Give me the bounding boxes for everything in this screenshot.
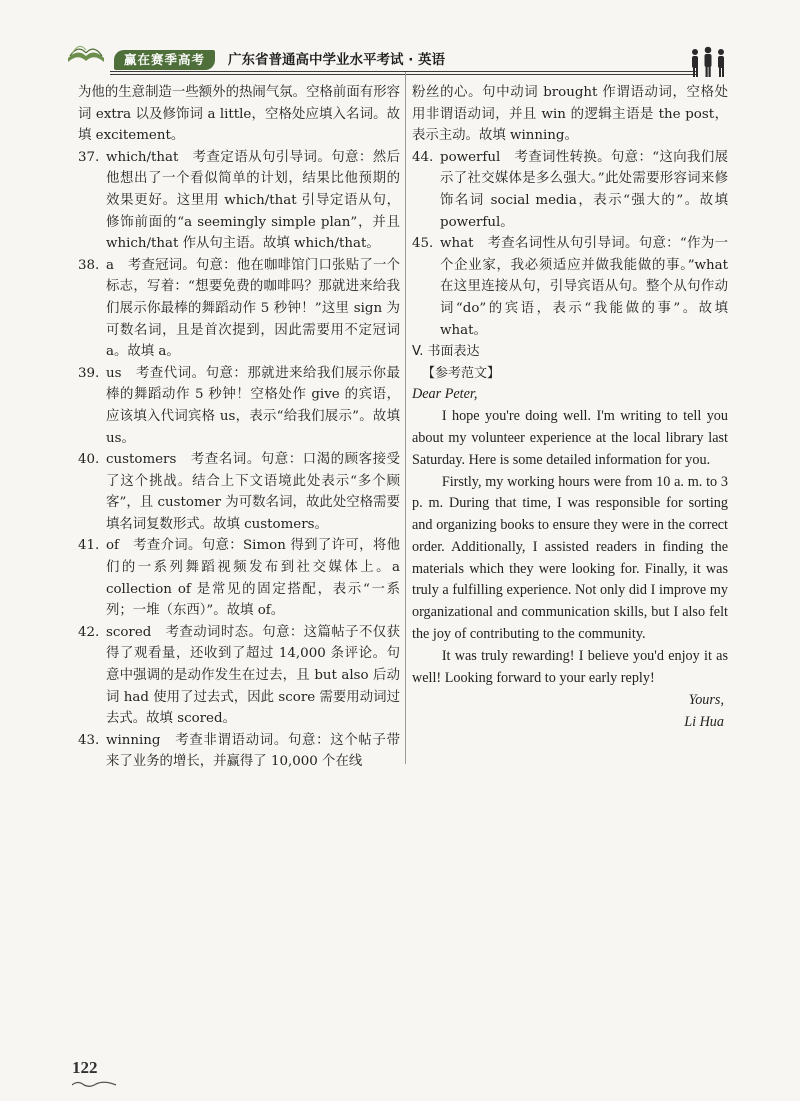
item-number: 45. — [412, 236, 434, 252]
answer-item — [78, 147, 400, 255]
answer-continuation: 为他的生意制造一些额外的热闹气氛。空格前面有形容词 extra 以及修饰词 a little，空格处应填入名词。故填 excitement。 — [78, 85, 400, 144]
item-number: 38. — [78, 257, 100, 273]
answer-item — [78, 535, 400, 621]
item-text: what 考查名词性从句引导词。句意：“作为一个企业家，我必须适应并做我能做的事。”what 在这里连接从句，引导宾语从句。整个从句作动词“do”的宾语，表示“我能做的事”。故填 what。 — [440, 236, 728, 338]
header-rule — [110, 71, 698, 72]
answer-item — [78, 449, 400, 535]
item-text: a 考查冠词。句意：他在咖啡馆门口张贴了一个标志，写着：“想要免费的咖啡吗？那就进来给我们展示你最棒的舞蹈动作 5 秒钟！”这里 sign 为可数名词，且是首次提到，因此需要用不定冠词 a。故填 a。 — [106, 257, 400, 360]
reference-label: 【参考范文】 — [422, 365, 501, 381]
answer-continuation: 粉丝的心。句中动词 brought 作谓语动词，空格处用非谓语动词，并且 win 的逻辑主语是 the post，表示主动。故填 winning。 — [412, 85, 728, 144]
letter-greeting: Dear Peter, — [412, 386, 478, 403]
item-number: 37. — [78, 149, 100, 165]
answer-item — [78, 363, 400, 449]
answer-item — [412, 147, 728, 233]
people-icon — [686, 46, 730, 78]
answer-item — [78, 255, 400, 363]
page-header — [58, 22, 738, 68]
item-number: 39. — [78, 365, 100, 381]
header-rule — [110, 74, 698, 75]
item-text: powerful 考查词性转换。句意：“这向我们展示了社交媒体是多么强大。”此处需要形容词来修饰名词 social media，表示“强大的”。故填 powerful。 — [440, 149, 728, 230]
item-number: 44. — [412, 149, 434, 165]
item-text: winning 考查非谓语动词。句意：这个帖子带来了业务的增长，并赢得了 10,000 个在线 — [106, 732, 400, 770]
answer-item — [78, 730, 400, 773]
letter-closing: Yours, — [688, 692, 724, 709]
column-divider — [405, 72, 406, 764]
page-footer — [72, 1058, 152, 1088]
item-number: 43. — [78, 732, 100, 748]
right-column — [412, 82, 728, 733]
item-number: 40. — [78, 452, 100, 468]
header-title: 广东省普通高中学业水平考试 · 英语 — [228, 52, 446, 68]
item-text: of 考查介词。句意：Simon 得到了许可，将他们的一系列舞蹈视频发布到社交媒体上。a collection of 是常见的固定搭配，表示“一系列；一堆（东西）”。故填 of。 — [106, 538, 400, 619]
letter-paragraph: It was truly rewarding! I believe you'd enjoy it as well! Looking forward to your early reply! — [412, 647, 728, 686]
series-badge: 赢在赛季高考 — [114, 50, 215, 70]
item-text: which/that 考查定语从句引导词。句意：然后他想出了一个看似简单的计划，结果比他预期的效果更好。这里用 which/that 引导定语从句，修饰前面的“a seemingly simple plan”，并且 which/that 作从句主语。故填 which/that。 — [106, 149, 400, 252]
letter-signature: Li Hua — [684, 714, 724, 731]
letter-paragraph: I hope you're doing well. I'm writing to tell you about my volunteer experience at the local library last Saturday. Here is some detailed information for you. — [412, 408, 728, 468]
item-number: 41. — [78, 538, 100, 554]
item-text: scored 考查动词时态。句意：这篇帖子不仅获得了观看量，还收到了超过 14,000 条评论。句意中强调的是动作发生在过去，且 but also 后动词 had 使用了过去式，因此 score 需要用动词过去式。故填 scored。 — [106, 624, 400, 727]
item-text: customers 考查名词。句意：口渴的顾客接受了这个挑战。结合上下文语境此处表示“多个顾客”，且 customer 为可数名词，故此处空格需要填名词复数形式。故填 customers。 — [106, 452, 400, 532]
left-column — [78, 82, 400, 773]
letter-paragraph: Firstly, my working hours were from 10 a. m. to 3 p. m. During that time, I was responsible for sorting and organizing books to ensure they were in the correct order. Additionally, I assisted readers in finding the materials which they were looking for. Finally, it was truly a fulfilling experience. Not only did I improve my organizational and communication skills, but I also felt the joy of contributing to the community. — [412, 473, 728, 643]
item-text: us 考查代词。句意：那就进来给我们展示你最棒的舞蹈动作 5 秒钟！空格处作 give 的宾语，应该填入代词宾格 us，表示“给我们展示”。故填 us。 — [106, 365, 400, 446]
answer-item — [412, 233, 728, 341]
section-heading: V. 书面表达 — [412, 344, 480, 360]
page-number: 122 — [72, 1058, 98, 1077]
open-book-icon — [66, 38, 106, 64]
answer-item — [78, 622, 400, 730]
item-number: 42. — [78, 624, 100, 640]
page-ornament-icon — [72, 1080, 116, 1088]
